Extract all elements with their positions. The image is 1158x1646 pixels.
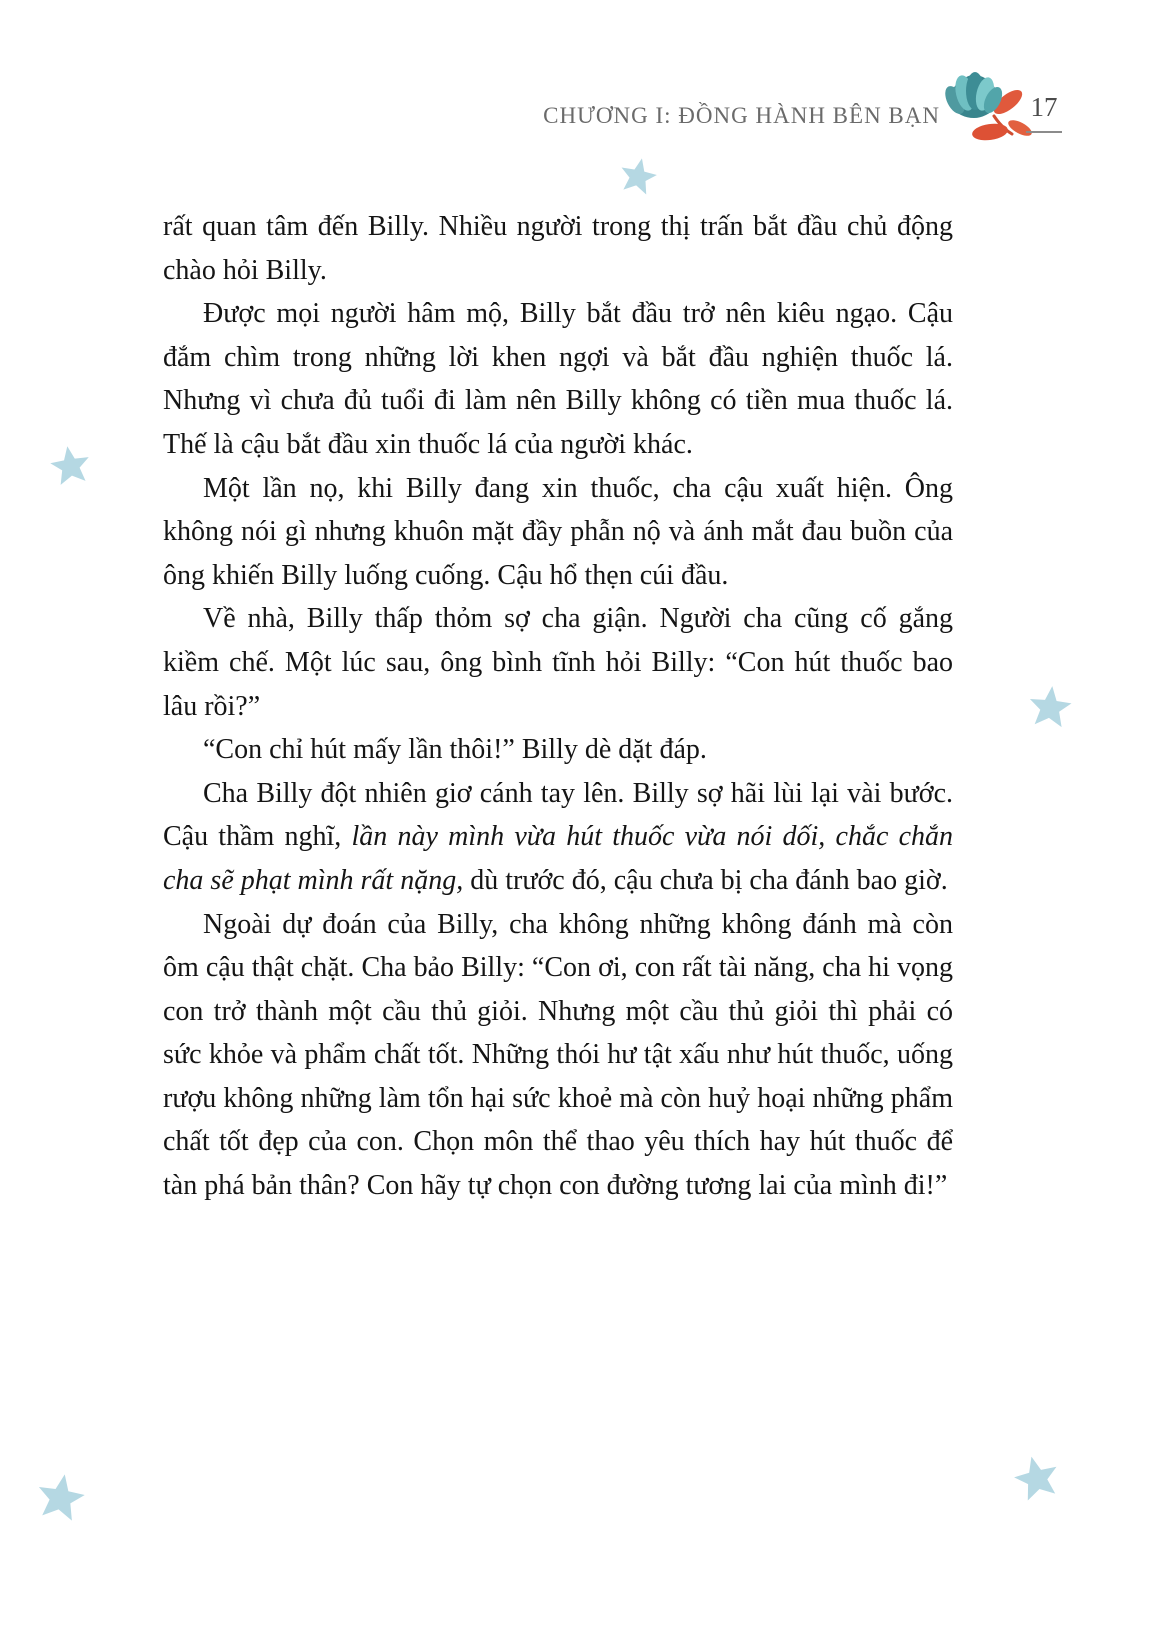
paragraph — [163, 292, 953, 466]
paragraph — [163, 772, 953, 903]
paragraph — [163, 205, 953, 292]
paragraph — [163, 728, 953, 772]
star-icon — [1026, 684, 1074, 732]
text-segment: Một lần nọ, khi Billy đang xin thuốc, cha cậu xuất hiện. Ông không nói gì nhưng khuôn mặt đầy phẫn nộ và ánh mắt đau buồn của ông khiến Billy luống cuống. Cậu hổ thẹn cúi đầu. — [163, 472, 953, 591]
text-segment: Về nhà, Billy thấp thỏm sợ cha giận. Người cha cũng cố gắng kiềm chế. Một lúc sau, ông bình tĩnh hỏi Billy: “Con hút thuốc bao lâu rồi?” — [163, 603, 953, 722]
text-segment: Được mọi người hâm mộ, Billy bắt đầu trở nên kiêu ngạo. Cậu đắm chìm trong những lời khen ngợi và bắt đầu nghiện thuốc lá. Nhưng vì chưa đủ tuổi đi làm nên Billy không có tiền mua thuốc lá. Thế là cậu bắt đầu xin thuốc lá của người khác. — [163, 298, 953, 460]
body-text — [163, 205, 953, 1208]
paragraph — [163, 903, 953, 1208]
text-segment: “Con chỉ hút mấy lần thôi!” Billy dè dặt đáp. — [203, 734, 707, 766]
text-segment: Cha Billy đột nhiên giơ cánh tay lên. Billy sợ hãi lùi lại vài bước. Cậu thầm nghĩ, — [163, 777, 953, 853]
page-number: 17 — [1030, 92, 1058, 122]
star-icon — [1009, 1451, 1065, 1507]
paragraph — [163, 467, 953, 598]
page-number-underline — [1026, 131, 1062, 133]
text-segment: rất quan tâm đến Billy. Nhiều người trong thị trấn bắt đầu chủ động chào hỏi Billy. — [163, 211, 953, 286]
star-icon — [32, 1470, 89, 1527]
chapter-header: CHƯƠNG I: ĐỒNG HÀNH BÊN BẠN — [543, 103, 940, 128]
italic-text-segment: lần này mình vừa hút thuốc vừa nói dối, chắc chắn cha sẽ phạt mình rất nặng, — [163, 821, 954, 896]
star-icon — [615, 154, 660, 199]
text-segment: dù trước đó, cậu chưa bị cha đánh bao giờ. — [463, 864, 948, 896]
paragraph — [163, 597, 953, 728]
star-icon — [47, 443, 94, 490]
text-segment: Ngoài dự đoán của Billy, cha không những không đánh mà còn ôm cậu thật chặt. Cha bảo Billy: “Con ơi, con rất tài năng, cha hi vọng con trở thành một cầu thủ giỏi. Nhưng một cầu thủ giỏi thì phải có sức khỏe và phẩm chất tốt. Những thói hư tật xấu như hút thuốc, uống rượu không những làm tổn hại sức khoẻ mà còn huỷ hoại những phẩm chất tốt đẹp của con. Chọn môn thể thao yêu thích hay hút thuốc để tàn phá bản thân? Con hãy tự chọn con đường tương lai của mình đi!” — [163, 908, 953, 1202]
